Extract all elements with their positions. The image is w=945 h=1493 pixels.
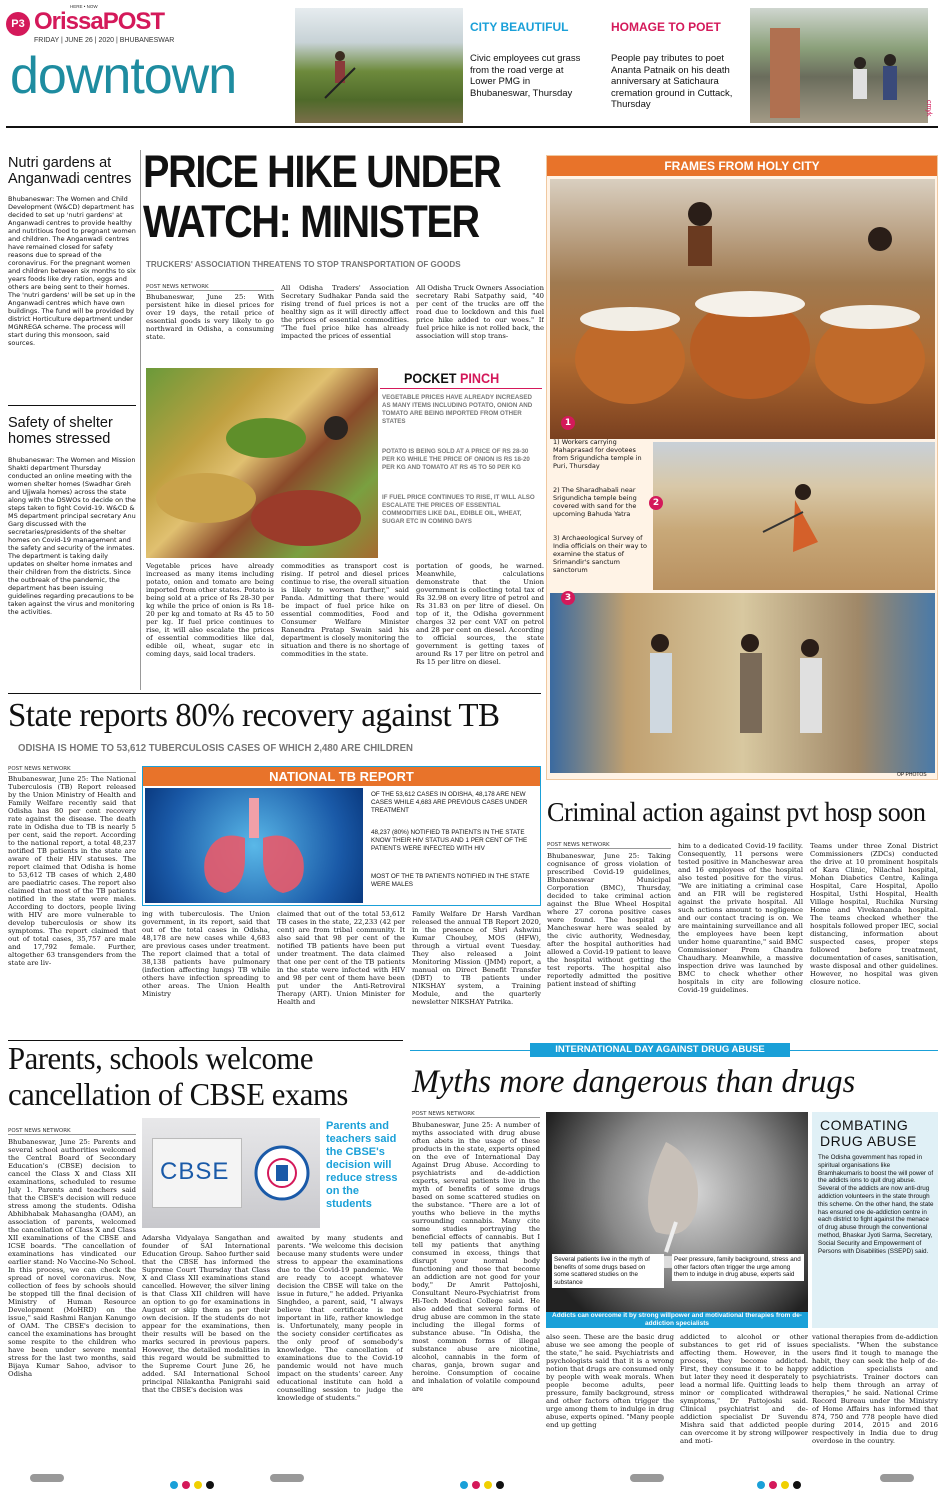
tb-fact-2: 48,237 (80%) NOTIFIED TB PATIENTS IN THE STATE KNOW THEIR HIV STATUS AND 1 PER CENT OF THE PATIENTS WERE INFECTED WITH HIV	[371, 829, 528, 852]
pocket-title-a: POCKET	[404, 370, 457, 386]
cbse-headline-2: cancellation of CBSE exams	[8, 1076, 348, 1112]
price-headline-1: PRICE HIKE UNDER	[143, 146, 501, 197]
tb-headline: State reports 80% recovery against TB	[8, 697, 500, 734]
drugs-photo	[546, 1112, 808, 1312]
grass-cutter-figure-icon	[295, 8, 463, 123]
teaser-kicker-poet: HOMAGE TO POET	[611, 20, 721, 34]
teaser-kicker-city: CITY BEAUTIFUL	[470, 20, 569, 34]
drugs-photo-strip: Addicts can overcome it by strong willpower and motivational therapies from de-addiction specialists	[546, 1312, 808, 1328]
cbse-logo-image	[142, 1118, 320, 1228]
price-body-2: commodities as transport cost is rising. If petrol and diesel prices continue to rise, the overall situation is likely to worsen further," said Panda. Admitting that there would be impact of fuel price hike on essential commodities, Food and Consumer Welfare Minister Ranendra Pratap Swain said his department is closely monitoring the situation and there is no shortage of commodities in the state.	[281, 562, 409, 658]
hosp-byline: POST NEWS NETWORK	[547, 842, 671, 849]
frame-number-3: 3	[561, 591, 575, 605]
nutri-headline: Nutri gardens at Anganwadi centres	[8, 155, 132, 187]
reg-oval-2	[270, 1474, 304, 1482]
hosp-col-3: Teams under three Zonal District Commissioners (ZDCs) conducted the drive at 10 prominent hospitals of Kara Clinic, Nilachal hospital, Mohan Diabetics Centre, Kalinga Hospital, Care Hospital, Apollo Hospital, Usthi Hospital, Health Village hospital, Ruchika Nursing Home and Vivekananda hospital. The teams checked whether the hospitals followed proper IEC, social distancing, information about suspected cases, proper steps followed before treatment, documentation of cases, sanitisation, waste disposal and other guidelines. However, no hospital was given closure notice.	[810, 842, 938, 986]
reg-dots-3	[755, 1474, 803, 1493]
masthead-rule	[6, 126, 938, 128]
teaser-text-city: Civic employees cut grass from the road verge at Lower PMG in Bhubaneswar, Thursday	[470, 53, 581, 99]
dateline: FRIDAY | JUNE 26 | 2020 | BHUBANESWAR	[34, 37, 175, 44]
reg-oval-4	[880, 1474, 914, 1482]
masthead	[0, 0, 290, 120]
vegetable-market-photo	[146, 368, 378, 558]
teaser-photo-city	[295, 8, 463, 123]
frames-panel	[546, 155, 938, 780]
cbse-emblem-icon	[252, 1143, 312, 1203]
shelter-headline: Safety of shelter homes stressed	[8, 415, 113, 447]
frame-caption-1: 1) Workers carrying Mahaprasad for devotees from Srigundicha temple in Puri, Thursday	[553, 438, 642, 470]
nutri-body: Bhubaneswar: The Women and Child Development (W&CD) department has decided to set up 'nutri gardens' at Anganwadi centres to provide healthy and nutritious food to pregnant women and children. The Anganwadi centres have remained closed for safety reasons due to spread of the coronavirus. For the pregnant women and children between six months to six years foods like dry ration, eggs and others are being sent to their homes. The 'nutri gardens' will be set up in the Anganwadi centres which have own buildings. The fund will be provided by district Horticulture department under MGNREGA scheme. The process will start during this monsoon, said sources.	[8, 195, 136, 347]
combat-title-2: DRUG ABUSE	[820, 1133, 917, 1149]
hosp-headline: Criminal action against pvt hosp soon	[547, 797, 926, 827]
reg-oval-1	[30, 1474, 64, 1482]
cbse-headline-1: Parents, schools welcome	[8, 1040, 313, 1076]
price-col-3: All Odisha Truck Owners Association secretary Rabi Satpathy said, "40 per cent of the trucks are off the road due to lockdown and this fuel price hike added to our woes." If fuel price hike is not rolled back, the association will stop trans-	[416, 284, 544, 340]
pocket-title-b: PINCH	[460, 370, 500, 386]
cbse-pull-quote: Parents and teachers said the CBSE's decision will reduce stress on the students	[326, 1120, 398, 1210]
cbse-col-3: awaited by many students and parents. "We welcome this decision because many students were under stress to appear the examinations due to the Covid-19 pandemic. We are ready to accept whatever decision the CBSE will take on the issue in future," he added. Priyanka Singhdeo, a parent, said, "I always believe that certificate is not important in life, rather knowledge is. Unfortunately, many people in the society consider certificates as the only proof of somebody's knowledge. The cancellation of examinations due to the Covid-19 pandemic would not have much impact on the students' career. Any educational institute can hold a counselling session to judge the knowledge of students."	[277, 1234, 403, 1402]
drugs-headline: Myths more dangerous than drugs	[412, 1064, 856, 1100]
price-body-1: Vegetable prices have already increased as many items including potato, onion and tomato are being imported from other states. Potato is being sold at a price of Rs 28-30 per kg while the price of onion is Rs 18-20 per kg and tomato at Rs 45 to 50 per kg. If fuel price continues to rise, it will also escalate the prices of essential commodities like dal, edible oil, wheat, sugar etc in coming days, said local traders.	[146, 562, 274, 658]
teaser-text-poet: People pay tributes to poet Ananta Patnaik on his death anniversary at Satichaura cremation ground in Cuttack, Thursday	[611, 53, 733, 110]
tb-box-title: NATIONAL TB REPORT	[143, 767, 540, 786]
pinch-fact-3: IF FUEL PRICE CONTINUES TO RISE, IT WILL ALSO ESCALATE THE PRICES OF ESSENTIAL COMMODITIES LIKE DAL, EDIBLE OIL, WHEAT, SUGAR ETC IN COMING DAYS	[382, 494, 535, 525]
tb-fact-1: OF THE 53,612 CASES IN ODISHA, 48,178 ARE NEW CASES WHILE 4,683 ARE PREVIOUS CASES UNDER TREATMENT	[371, 791, 528, 814]
lungs-illustration	[145, 788, 363, 903]
mourners-group-icon	[750, 8, 928, 123]
reg-oval-3	[630, 1474, 664, 1482]
cbse-logo-text: CBSE	[160, 1158, 230, 1185]
drugs-banner: INTERNATIONAL DAY AGAINST DRUG ABUSE	[530, 1043, 790, 1057]
hosp-col-1: Bhubaneswar, June 25: Taking cognisance of gross violation of prescribed Covid-19 guidelines, Bhubaneswar Municipal Corporation (BMC), Thursday, decided to take criminal action against the Blue Wheel Hospital where 27 corona positive cases were found. The hospital at Mancheswar here was sealed by the civic authority, Wednesday, after the hospital authorities had allowed a Covid-19 patient to leave the hospital without getting the test reports. The hospital also reportedly admitted the positive patient instead of shifting	[547, 852, 671, 988]
pocket-pinch-rule	[380, 388, 542, 389]
sand-worker-icon	[653, 442, 935, 590]
frame-caption-2: 2) The Sharadhabali near Srigundicha temple being covered with sand for the upcoming Bahuda Yatra	[553, 486, 637, 518]
frames-title: FRAMES FROM HOLY CITY	[547, 156, 937, 176]
tb-byline: POST NEWS NETWORK	[8, 766, 136, 773]
tb-col-4: Family Welfare Dr Harsh Vardhan released the annual TB Report 2020, in the presence of Shri Ashwini Kumar Choubey, MOS (HFW), through a virtual event Tuesday. They also released a Joint Monitoring Mission (JMM) report, a manual on Direct Benefit Transfer (DBT) to TB patients under NIKSHAY system, a Training Module, and the quarterly newsletter NIKSHAY Patrika.	[412, 910, 541, 1006]
vegetable-heaps-icon	[146, 368, 378, 558]
registration-bar	[0, 1472, 945, 1485]
drugs-col-2: also seen. These are the basic drug abuse we see among the people of the state," he said. Psychiatrists and psychologists said that it is a wrong notion that drugs are consumed only by people with weak morals. When people become adults, peer pressure, family background, stress and other factors often trigger the urge among them to indulge in drug abuse, experts opined. "Many people end up getting	[546, 1333, 674, 1429]
combat-title-1: COMBATING	[820, 1117, 909, 1133]
section-name: downtown	[10, 47, 237, 105]
price-headline-2: WATCH: MINISTER	[143, 196, 479, 247]
brief-divider	[8, 405, 136, 406]
pinch-fact-2: POTATO IS BEING SOLD AT A PRICE OF RS 28-30 PER KG WHILE THE PRICE OF ONION IS RS 18-20 PER KG AND TOMATO AT RS 45 TO 50 PER KG	[382, 448, 530, 471]
pinch-fact-1: VEGETABLE PRICES HAVE ALREADY INCREASED AS MANY ITEMS INCLUDING POTATO, ONION AND TOMATO ARE BEING IMPORTED FROM OTHER STATES	[382, 394, 533, 425]
lungs-icon	[145, 788, 363, 903]
price-col-1: Bhubaneswar, June 25: With persistent hike in diesel prices for over 19 days, the retail price of essential goods is very likely to go northward in Odisha, a consuming state.	[146, 293, 274, 341]
combat-box	[812, 1112, 938, 1328]
mahaprasad-pots-icon	[550, 179, 935, 439]
reg-dots-1	[168, 1474, 216, 1493]
frame-number-1: 1	[561, 416, 575, 430]
asi-officials-icon	[550, 593, 935, 773]
page-number-badge: P3	[6, 12, 30, 36]
tb-col-3: claimed that out of the total 53,612 TB cases in the state, 22,233 (42 per cent) are from tribal community. It also said that 98 per cent of the notified TB patients have been put under treatment. The data claimed that one per cent of the TB patients in the state were infected with HIV and 98 per cent of them have been put under the Anti-Retroviral Therapy (ART). Union Minister for Health and	[277, 910, 405, 1006]
pocket-pinch-title	[404, 370, 499, 386]
brand-tagline: HERE • NOW	[70, 4, 98, 9]
cbse-byline: POST NEWS NETWORK	[8, 1128, 136, 1135]
frame-number-2: 2	[649, 496, 663, 510]
drugs-col-4: vational therapies from de-addiction specialists. "When the substance users find it tough to manage the habit, they can seek the help of de-addiction specialists and psychiatrists. Trainer doctors can help them through an array of therapies," he said. National Crime Record Bureau under the Ministry of Home Affairs has informed that 874, 750 and 778 people have died during 2014, 2015 and 2016 respectively in India due to drug overdose in the country.	[812, 1333, 938, 1445]
frame-caption-3: 3) Archaeological Survey of India officials on their way to examine the status of Srimandir's sanctum sanctorum	[553, 534, 648, 574]
frame-photo-2	[653, 442, 935, 590]
brand-logo	[34, 8, 164, 36]
pocket-pinch-box	[380, 368, 542, 558]
price-body-3: portation of goods, he warned. Meanwhile, calculations demonstrate that the Union government is collecting total tax of Rs 32.98 on every litre of petrol and Rs 31.83 on per litre of diesel. On top of it, the Odisha government charges 32 per cent VAT on petrol and 28 per cent on diesel. According to official sources, the state government is getting taxes of around Rs 17 per litre on petrol and Rs 15 per litre on diesel.	[416, 562, 544, 666]
tb-col-2: ing with tuberculosis. The Union government, in its report, said that out of the total cases in Odisha, 48,178 are new cases while 4,683 are previous cases under treatment. The report claimed that a total of 38,138 patients have pulmonary (infection affecting lungs) TB while others have infection spreading to other areas. The Union Health Ministry	[142, 910, 270, 998]
cmyk-stamp: cmyk	[925, 100, 932, 117]
tb-report-box	[142, 766, 541, 906]
brand-logo-b: POST	[102, 8, 165, 35]
column-divider-left	[140, 150, 141, 690]
drugs-byline: POST NEWS NETWORK	[412, 1111, 540, 1118]
cbse-col-2: Adarsha Vidyalaya Sangathan and founder of SAI International Education Group. Sahoo further said that the CBSE has informed the Supreme Court Thursday that Class X and Class XII examinations stand cancelled. However, the silver lining is that Class XII children will have an option to go for examinations in August or skip them as per their own decision. If the students do not appear for the examinations, then their results will be based on the marks secured in previous papers. However, the detailed modalities in this regard would be submitted to the Supreme Court June 26, he added. SAI International School principal Nilakantha Panigrahi said that the CBSE's decision was	[142, 1234, 270, 1394]
drugs-photo-quote-2: Peer pressure, family background, stress and other factors often trigger the urge among them to indulge in drug abuse, experts said	[672, 1254, 804, 1281]
price-byline: POST NEWS NETWORK	[146, 284, 274, 291]
price-col-2: All Odisha Traders' Association Secretary Sudhakar Panda said the rising trend of fuel prices is not a healthy sign as it will directly affect the prices of essential commodities. "The fuel price hike has already impacted the prices of essential	[281, 284, 409, 340]
tb-deck: ODISHA IS HOME TO 53,612 TUBERCULOSIS CASES OF WHICH 2,480 ARE CHILDREN	[18, 743, 413, 754]
reg-dots-2	[458, 1474, 506, 1493]
frame-photo-1	[550, 179, 935, 439]
tb-col-1: Bhubaneswar, June 25: The National Tuberculosis (TB) Report released by the Union Ministry of Health and Family Welfare recently said that Odisha has 80 per cent recovery rate against the disease. The death rate in Odisha due to TB is nearly 5 per cent, said the report. According to the national report, a total 48,237 notified TB patients in the state are aware of their HIV statuses. The report claimed that Odisha is home to 53,612 TB cases of which 2,480 are paediatric cases. The report also claimed that most of the TB patients notified in the state were males. According to doctors, people living with HIV are more vulnerable to develop tuberculosis or show its symptoms. The report claimed that out of total cases, 35,757 are male and 17,792 female. Further, altogether 63 transgenders from the state are liv-	[8, 775, 136, 967]
tb-top-rule	[8, 693, 541, 694]
frame-photo-3	[550, 593, 935, 773]
drugs-col-1: Bhubaneswar, June 25: A number of myths associated with drug abuse often abets in the usage of these products in the state, experts opined on the eve of International Day Against Drug Abuse. According to psychiatrists and de-addiction experts, several patients live in the myth of benefits of some drugs based on some scattered studies on the substance. "There are a lot of youths who believe in the myths surrounding cannabis. Many cite some studies portraying the beneficial effects of cannabis. But I tell my patients that anything consumed in excess, things that disrupt your normal body functioning and those that become an addiction are not good for your body," Dr Amrit Pattojoshi, Consultant Neuro-Psychiatrist from Hi-Tech Medical College said. He also added that several forms of drug abuse are common in the state including the illegal forms of substance abuse. "In Odisha, the most common forms of illegal substance abuse are nicotine, alcohol, cannabis in the form of charas, ganja, brown sugar and heroine. Consumption of cocaine and inhalation of volatile compound are	[412, 1121, 540, 1393]
brand-logo-a: Orissa	[34, 8, 103, 35]
cbse-col-1: Bhubaneswar, June 25: Parents and several school authorities welcomed the Central Board of Secondary Education's (CBSE) decision to cancel the Class X and Class XII examinations, scheduled to resume July 1. Parents and teachers said that the CBSE's decision will reduce stress among the students. Odisha Abhibhabak Mahasangha (OAM), an association of parents, welcomed the cancellation of Class X and Class XII examinations of the CBSE and ICSE boards. "The cancellation of examinations has vindicated our earlier stand: No Vaccine-No School. In this process, we can check the spread of novel coronavirus. Now, collection of fees by schools should be stopped till the final decision of Ministry of Human Resource Development (MoHRD) on the issue," said Rashmi Ranjan Kanungo of OAM. The CBSE's decision to cancel the examinations has brought some respite to the children who have been under severe mental stress for the last two months, said Bijaya Kumar Sahoo, advisor to Odisha	[8, 1138, 136, 1378]
drugs-col-3: addicted to alcohol or other substances to get rid of issues affecting them. However, in the process, they become addicted. First, they consume it to be happy but later they need it desperately to lead a normal life. Quitting leads to minor or complicated withdrawal symptoms," Dr Pattojoshi said. Clinical psychiatrist and de-addiction specialist Dr Suvendu Mishra said that addicted people can overcome it by strong willpower and moti-	[680, 1333, 808, 1445]
tb-fact-3: MOST OF THE TB PATIENTS NOTIFIED IN THE STATE WERE MALES	[371, 873, 530, 888]
drugs-photo-quote-1: Several patients live in the myth of benefits of some drugs based on some scattered studies on the substance	[552, 1254, 664, 1288]
photo-credit: OP PHOTOS	[897, 772, 927, 778]
shelter-body: Bhubaneswar: The Women and Mission Shakti department Thursday conducted an online meeting with the women shelter homes (Swadhar Greh and Ujjwala homes) across the state along with the DSWOs to decide on the steps taken to fight Covid-19. W&CD & MS department principal secretary Anu Garg discussed with the secretaries/presidents of the shelter homes on Covid-19 management and the safety and security of the inmates. The department is taking daily updates on shelter home inmates and their children from the districts. Since the outbreak of the pandemic, the department has been issuing guidelines regarding precautions to be taken against the virus and monitoring the activities.	[8, 456, 136, 616]
teaser-photo-poet	[750, 8, 928, 123]
hosp-col-2: him to a dedicated Covid-19 facility. Consequently, 11 persons were tested positive in Mancheswar area and 16 employees of the hospital also tested positive for the virus. "We are initiating a criminal case and an FIR will be registered against the private hospital. All such actions amount to negligence and our contact tracing is on. We are maintaining surveillance and all the employees have been kept under home quarantine," said BMC Commissioner Prem Chandra Chaudhary. Meanwhile, a massive inspection drive was launched by BMC to check whether other hospitals in city are following Covid-19 guidelines.	[678, 842, 803, 994]
combat-body: The Odisha government has roped in spiritual organisations like Bramhakumaris to boost the will power of the addicts ions to quit drug abuse. Several of the addicts are now anti-drug addiction volunteers in the state through this scheme. On the other hand, the state has ensured one de-addiction centre in each district to fight against the menace of drug abuse through the conventional method, Bhaskar Jyoti Sarma, Secretary, Social Security and Empowerment of Persons with Disabilities (SSEPD) said.	[818, 1154, 934, 1255]
price-deck: TRUCKERS' ASSOCIATION THREATENS TO STOP TRANSPORTATION OF GOODS	[146, 259, 461, 269]
